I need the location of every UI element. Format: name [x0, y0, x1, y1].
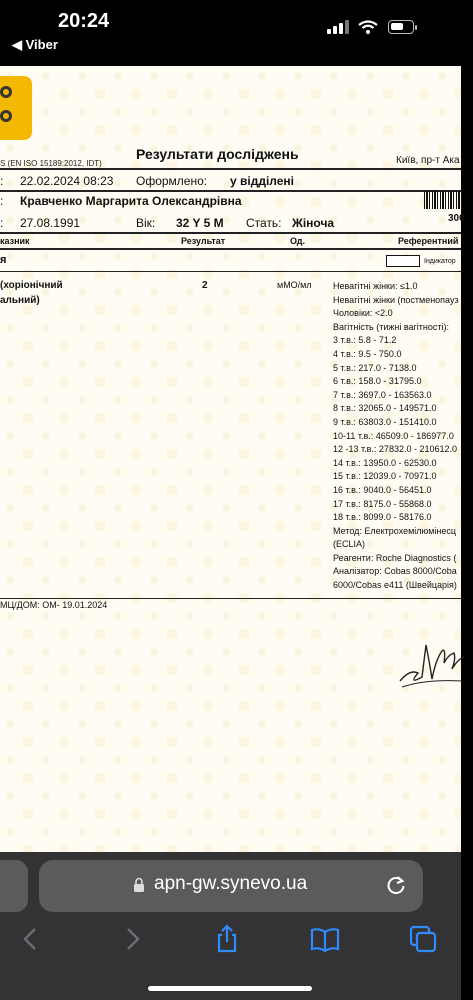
reference-line: 8 т.в.: 32065.0 - 149571.0 [333, 403, 437, 414]
page-title: Результати досліджень [136, 146, 299, 162]
sex-value: Жіноча [292, 216, 335, 230]
barcode [424, 191, 464, 209]
lock-icon [133, 877, 145, 893]
barcode-number: 300 [448, 213, 465, 224]
indicator-box [386, 255, 420, 267]
doctor-signature [396, 629, 466, 699]
order-date: 22.02.2024 08:23 [20, 174, 114, 188]
reference-line: Метод: Електрохемілюмінесц [333, 525, 457, 536]
reference-line: 12 -13 т.в.: 27832.0 - 210612.0 [333, 444, 457, 455]
indicator-label: Індикатор [424, 258, 456, 265]
reference-line: 6000/Cobas e411 (Швейцарія) [333, 580, 457, 591]
column-unit: Од. [290, 236, 305, 246]
reference-line: 17 т.в.: 8175.0 - 55868.0 [333, 498, 432, 509]
reference-line: Невагітні жінки: ≤1.0 [333, 281, 418, 291]
lab-location: Київ, пр-т Ака [396, 155, 460, 166]
reload-icon[interactable] [385, 874, 407, 896]
reference-line: 6 т.в.: 158.0 - 31795.0 [333, 376, 422, 387]
processed-value: у відділені [230, 174, 295, 188]
reference-line: 9 т.в.: 63803.0 - 151410.0 [333, 416, 437, 427]
sex-label: Стать: [246, 216, 282, 230]
patient-label: : [0, 194, 4, 208]
back-icon[interactable] [16, 924, 46, 954]
test-name-line2: альний) [0, 295, 40, 306]
reference-line: 14 т.в.: 13950.0 - 62530.0 [333, 457, 437, 468]
date-label: : [0, 174, 4, 188]
reference-line: 15 т.в.: 12039.0 - 70971.0 [333, 471, 437, 482]
home-indicator[interactable] [148, 986, 312, 991]
reference-line: (ECLIA) [333, 539, 366, 550]
reference-line: 5 т.в.: 217.0 - 7138.0 [333, 362, 417, 373]
reference-line: 7 т.в.: 3697.0 - 163563.0 [333, 389, 432, 400]
reference-line: Реагенти: Roche Diagnostics ( [333, 552, 457, 563]
reference-line: 16 т.в.: 9040.0 - 56451.0 [333, 484, 432, 495]
reference-line: Вагітність (тижні вагітності): [333, 321, 450, 332]
reference-line: 4 т.в.: 9.5 - 750.0 [333, 348, 402, 359]
reference-line: 10-11 т.в.: 46509.0 - 186977.0 [333, 430, 454, 441]
age-value: 32 Y 5 M [176, 216, 224, 230]
processed-label: Оформлено: [136, 174, 208, 188]
column-result: Результат [181, 236, 226, 246]
reference-line: Невагітні жінки (постменопауз [333, 294, 459, 305]
section-title: я [0, 254, 7, 266]
status-time: 20:24 [58, 10, 110, 32]
back-to-viber-link[interactable]: ◀ Viber [12, 37, 58, 52]
column-reference: Референтний [398, 236, 459, 246]
status-bar [0, 0, 461, 66]
dob-label: : [0, 216, 4, 230]
lab-results-document [0, 66, 465, 852]
reference-line: Аналізатор: Cobas 8000/Coba [333, 566, 457, 577]
bookmarks-icon[interactable] [310, 924, 340, 954]
tabs-icon[interactable] [408, 924, 438, 954]
safari-toolbar [0, 852, 461, 1000]
iso-standard: S (EN ISO 15189:2012, IDT) [0, 159, 102, 168]
patient-name: Кравченко Маргарита Олександрівна [20, 194, 242, 208]
wifi-icon [358, 20, 378, 34]
reference-line: 18 т.в.: 8099.0 - 58176.0 [333, 512, 432, 523]
address-bar[interactable] [39, 860, 423, 912]
reference-line: 3 т.в.: 5.8 - 71.2 [333, 335, 397, 346]
unit-value: мМО/мл [277, 280, 312, 290]
signal-icon [327, 20, 349, 34]
previous-tab-preview[interactable] [0, 860, 28, 912]
result-value: 2 [202, 280, 208, 291]
column-indicator: казник [0, 236, 30, 246]
url-text: apn-gw.synevo.ua [154, 873, 308, 894]
forward-icon[interactable] [117, 924, 147, 954]
dob-value: 27.08.1991 [20, 216, 81, 230]
age-label: Вік: [136, 216, 156, 230]
reference-line: Чоловіки: <2.0 [333, 308, 393, 319]
test-name-line1: (хоріонічний [0, 280, 63, 291]
share-icon[interactable] [212, 924, 242, 954]
synevo-logo [0, 76, 32, 140]
reference-list [333, 280, 473, 593]
footer-note: МЦ/ДОМ: ОМ- 19.01.2024 [0, 600, 108, 610]
battery-icon [388, 20, 414, 34]
